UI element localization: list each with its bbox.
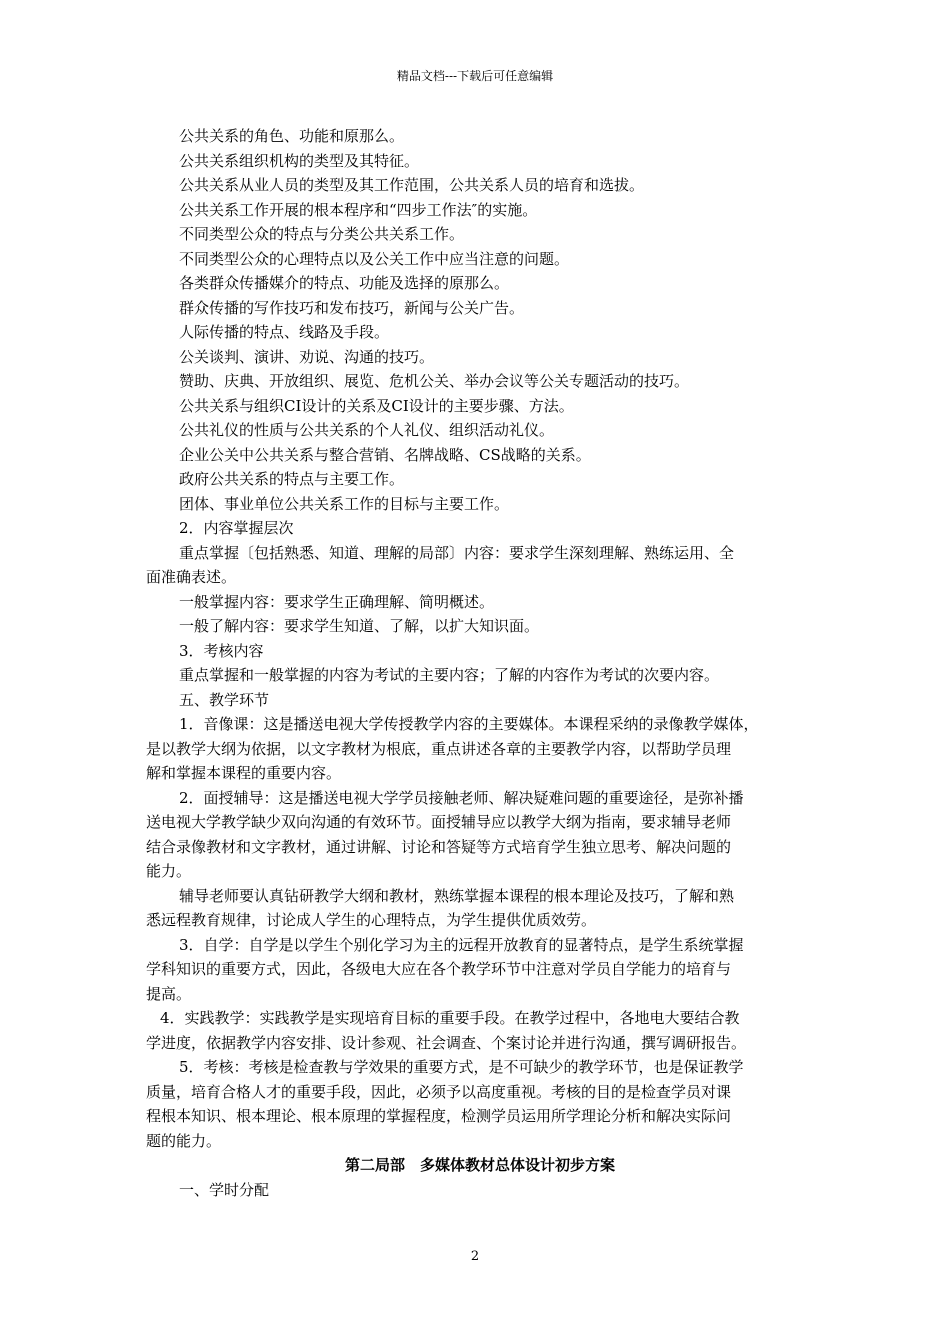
- text-line: 能力。: [146, 862, 192, 880]
- text-line: 5．考核：考核是检查教与学效果的重要方式，是不可缺少的教学环节，也是保证教学: [179, 1058, 744, 1076]
- text-line: 解和掌握本课程的重要内容。: [146, 764, 342, 782]
- text-line: 4．实践教学：实践教学是实现培育目标的重要手段。在教学过程中，各地电大要结合教: [160, 1009, 740, 1027]
- text-line: 3．考核内容: [179, 641, 264, 660]
- text-line: 公关谈判、演讲、劝说、沟通的技巧。: [179, 347, 435, 366]
- text-line: 2．面授辅导：这是播送电视大学学员接触老师、解决疑难问题的重要途径，是弥补播: [179, 788, 744, 807]
- text-line: 公共关系工作开展的根本程序和“四步工作法″的实施。: [179, 200, 538, 219]
- text-line: 提高。: [146, 984, 192, 1003]
- text-line: 题的能力。: [146, 1131, 222, 1150]
- text-line: 1．音像课：这是播送电视大学传授教学内容的主要媒体。本课程采纳的录像教学媒体，: [179, 715, 759, 733]
- text-line: 2．内容掌握层次: [179, 519, 294, 537]
- section-heading: 第二局部 多媒体教材总体设计初步方案: [344, 1156, 615, 1174]
- text-line: 政府公共关系的特点与主要工作。: [179, 470, 405, 488]
- text-line: 质量，培育合格人才的重要手段，因此，必须予以高度重视。考核的目的是检查学员对课: [146, 1082, 732, 1101]
- text-line: 公共关系的角色、功能和原那么。: [179, 127, 405, 145]
- text-line: 五、教学环节: [179, 690, 270, 709]
- text-line: 一般掌握内容：要求学生正确理解、简明概述。: [179, 592, 495, 611]
- text-line: 各类群众传播媒介的特点、功能及选择的原那么。: [179, 274, 510, 292]
- text-line: 重点掌握和一般掌握的内容为考试的主要内容；了解的内容作为考试的次要内容。: [179, 666, 720, 684]
- text-line: 企业公关中公共关系与整合营销、名牌战略、CS战略的关系。: [179, 445, 591, 464]
- text-line: 不同类型公众的心理特点以及公关工作中应当注意的问题。: [179, 249, 570, 268]
- text-line: 辅导老师要认真钻研教学大纲和教材，熟练掌握本课程的根本理论及技巧，了解和熟: [179, 886, 735, 905]
- page-number: 2: [470, 1249, 480, 1264]
- text-line: 悉远程教育规律，讨论成人学生的心理特点，为学生提供优质效劳。: [146, 911, 597, 929]
- text-line: 重点掌握〔包括熟悉、知道、理解的局部〕内容：要求学生深刻理解、熟练运用、全: [179, 543, 735, 562]
- text-line: 赞助、庆典、开放组织、展览、危机公关、举办会议等公关专题活动的技巧。: [179, 372, 690, 390]
- text-line: 团体、事业单位公共关系工作的目标与主要工作。: [179, 494, 510, 513]
- text-line: 学进度，依据教学内容安排、设计参观、社会调查、个案讨论并进行沟通，撰写调研报告。: [146, 1033, 747, 1052]
- text-line: 公共关系从业人员的类型及其工作范围，公共关系人员的培育和选拔。: [179, 176, 645, 194]
- text-line: 不同类型公众的特点与分类公共关系工作。: [179, 225, 465, 243]
- text-line: 人际传播的特点、线路及手段。: [179, 323, 390, 341]
- text-line: 结合录像教材和文字教材，通过讲解、讨论和答疑等方式培育学生独立思考、解决问题的: [146, 837, 732, 856]
- text-line: 3．自学：自学是以学生个别化学习为主的远程开放教育的显著特点，是学生系统掌握: [179, 935, 744, 954]
- text-line: 一、学时分配: [179, 1180, 270, 1199]
- text-line: 公共关系与组织CI设计的关系及CI设计的主要步骤、方法。: [179, 396, 574, 415]
- page-header: 精品文档---下载后可任意编辑: [396, 69, 554, 83]
- text-line: 程根本知识、根本理论、根本原理的掌握程度，检测学员运用所学理论分析和解决实际问: [146, 1107, 732, 1125]
- text-line: 公共礼仪的性质与公共关系的个人礼仪、组织活动礼仪。: [179, 421, 555, 439]
- document-body: [146, 124, 814, 1202]
- text-line: 送电视大学教学缺少双向沟通的有效环节。面授辅导应以教学大纲为指南，要求辅导老师: [146, 813, 732, 831]
- text-line: 学科知识的重要方式，因此，各级电大应在各个教学环节中注意对学员自学能力的培育与: [146, 960, 732, 978]
- text-line: 是以教学大纲为依据，以文字教材为根底，重点讲述各章的主要教学内容，以帮助学员理: [146, 739, 732, 758]
- text-line: 一般了解内容：要求学生知道、了解，以扩大知识面。: [179, 617, 540, 635]
- text-line: 公共关系组织机构的类型及其特征。: [179, 151, 420, 170]
- text-line: 面准确表述。: [146, 568, 237, 586]
- text-line: 群众传播的写作技巧和发布技巧，新闻与公关广告。: [179, 298, 525, 317]
